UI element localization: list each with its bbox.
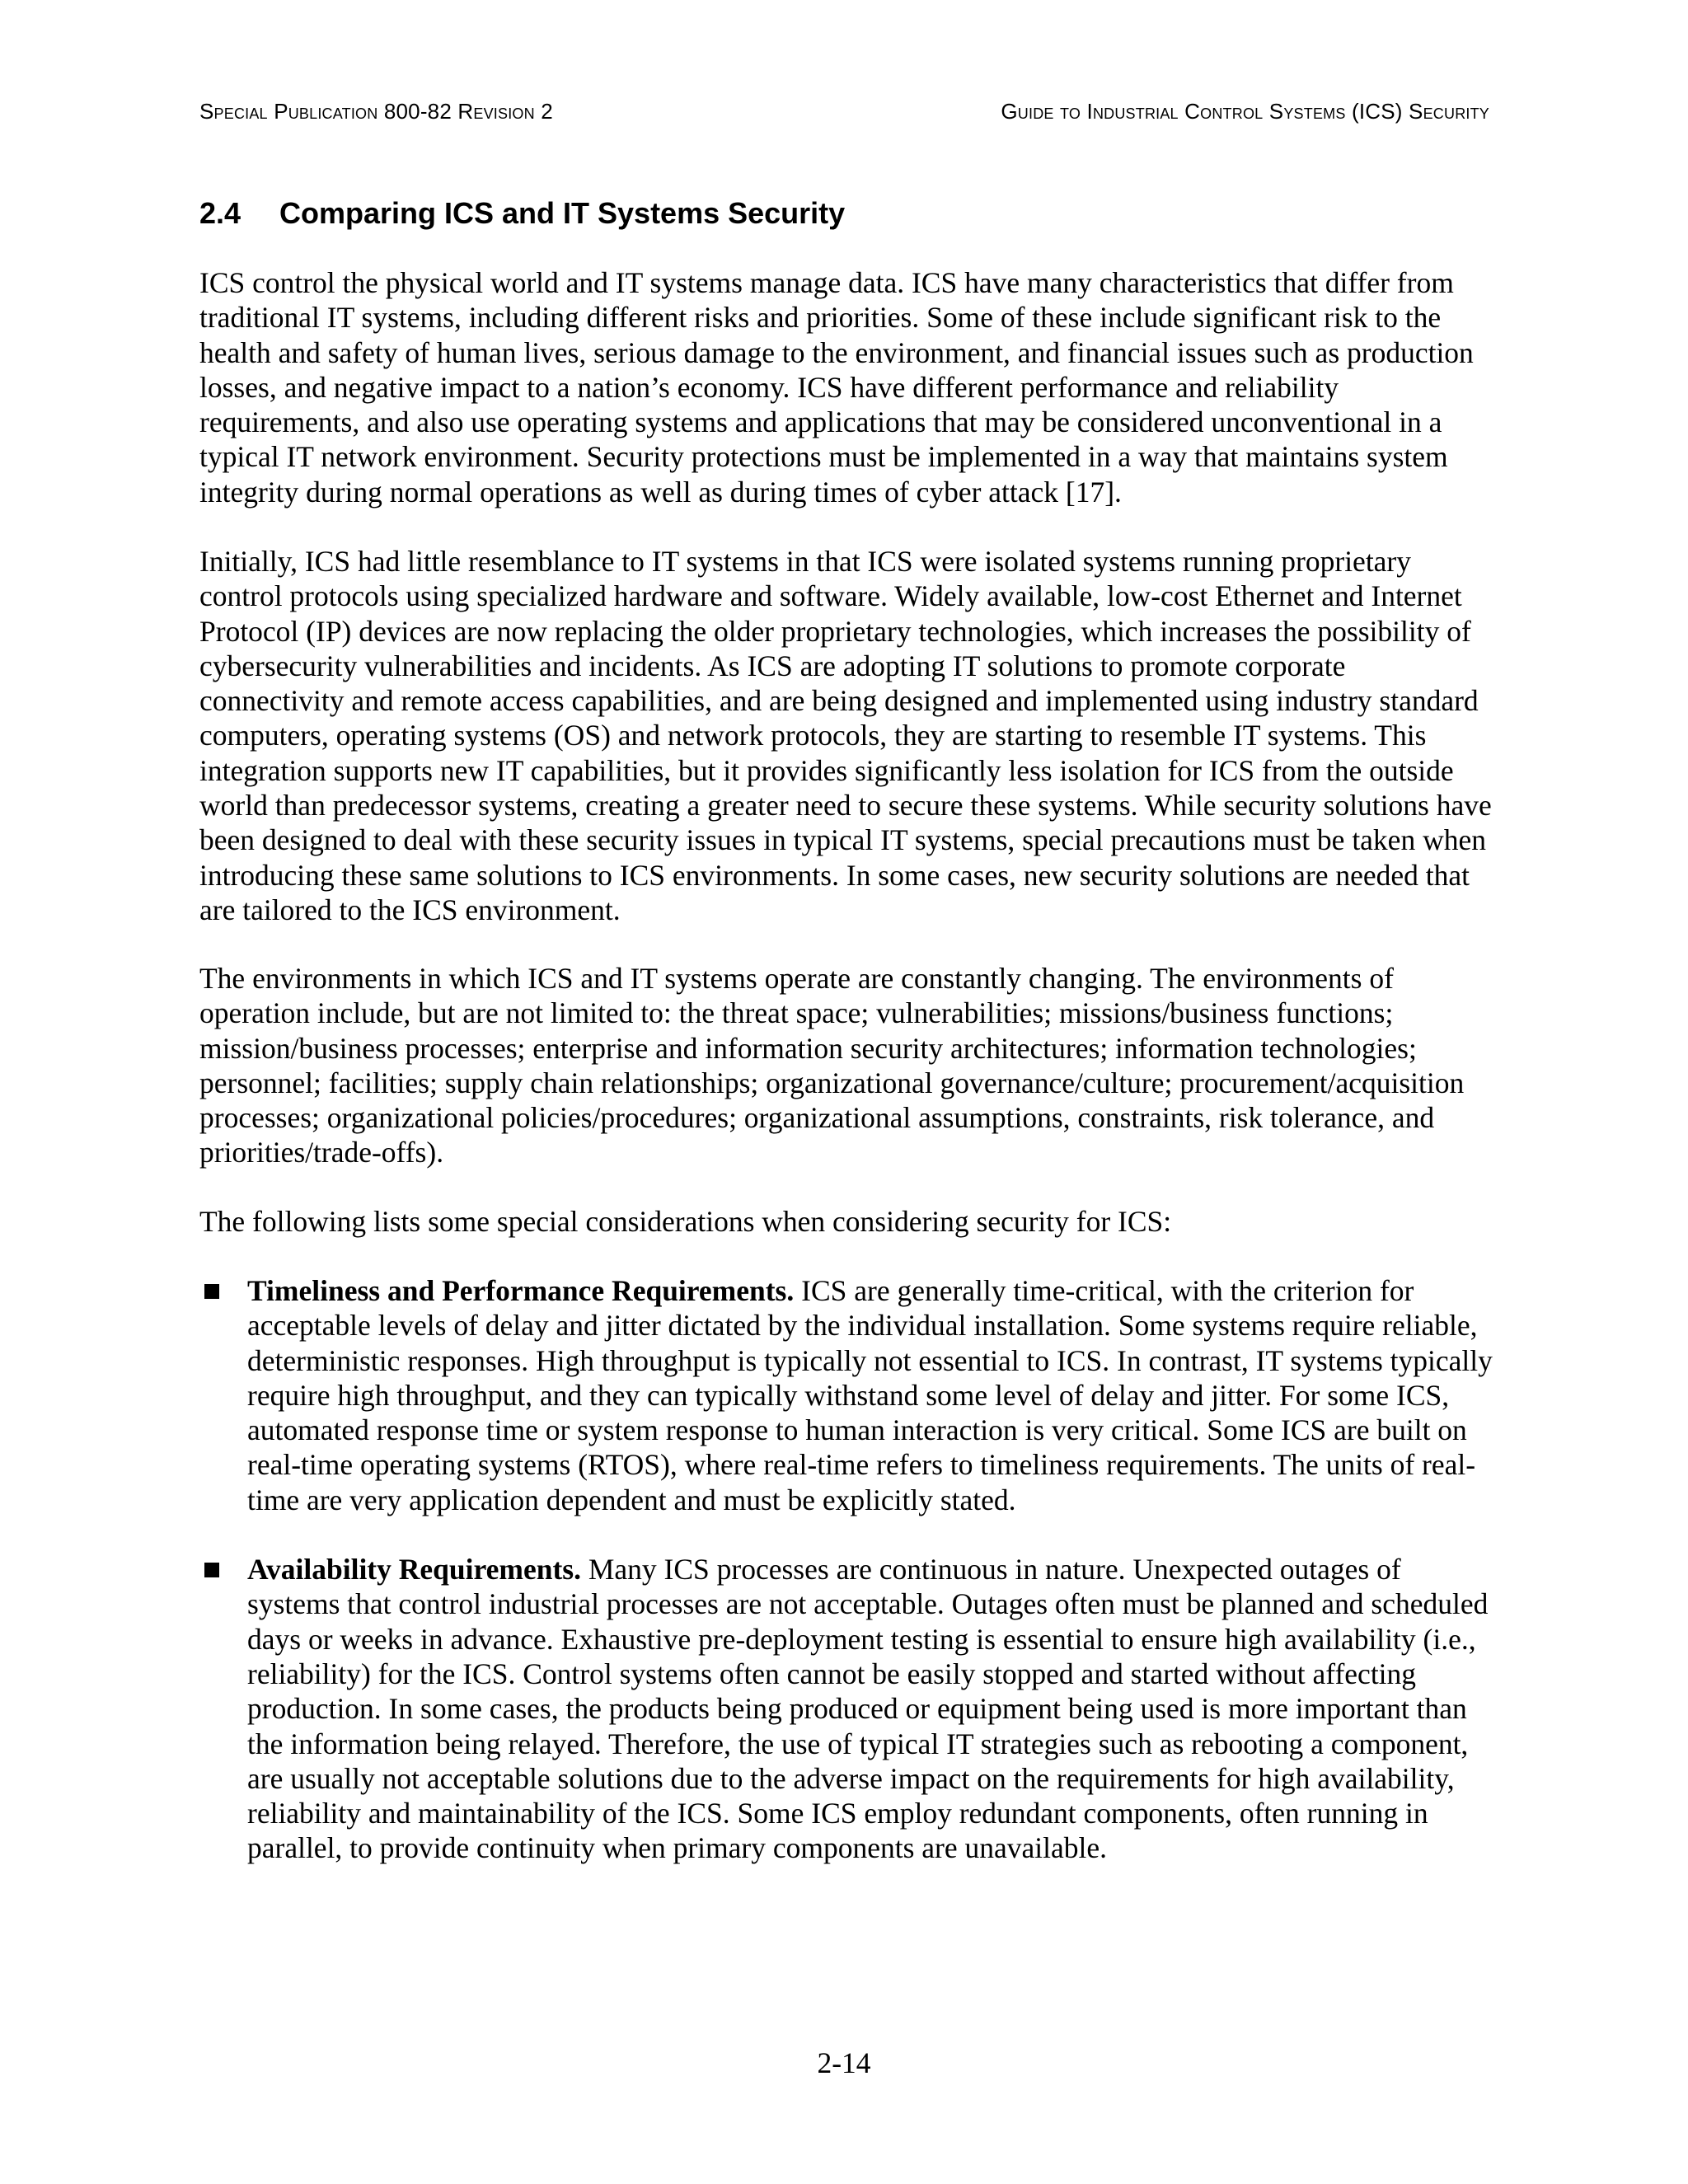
bullet-lead-timeliness: Timeliness and Performance Requirements. <box>247 1274 795 1307</box>
paragraph-ics-history: Initially, ICS had little resemblance to IT systems in that ICS were isolated systems running proprietary control protocols using specialized hardware and software. Widely available, low-cost Ethernet and Internet Protocol (IP) devices are now replacing the older proprietary technologies, which increases the possibility of cybersecurity vulnerabilities and incidents. As ICS are adopting IT solutions to promote corporate connectivity and remote access capabilities, and are being designed and implemented using industry standard computers, operating systems (OS) and network protocols, they are starting to resemble IT systems. This integration supports new IT capabilities, but it provides significantly less isolation for ICS from the outside world than predecessor systems, creating a greater need to secure these systems. While security solutions have been designed to deal with these security issues in typical IT systems, special precautions must be taken when introducing these same solutions to ICS environments. In some cases, new security solutions are needed that are tailored to the ICS environment. <box>199 545 1492 926</box>
paragraph-ics-vs-it-overview: ICS control the physical world and IT systems manage data. ICS have many characteristics that differ from traditional IT systems, including different risks and priorities. Some of these include significant risk to the health and safety of human lives, serious damage to the environment, and financial issues such as production losses, and negative impact to a nation’s economy. ICS have different performance and reliability requirements, and also use operating systems and applications that may be considered unconventional in a typical IT network environment. Security protections must be implemented in a way that maintains system integrity during normal operations as well as during times of cyber attack [17]. <box>199 266 1474 509</box>
page-number: 2-14 <box>817 2046 871 2079</box>
considerations-list <box>199 1273 1495 1900</box>
running-header <box>199 99 1489 132</box>
header-publication-id: Special Publication 800-82 Revision 2 <box>199 99 553 124</box>
bullet-text-availability: Many ICS processes are continuous in nature. Unexpected outages of systems that control industrial processes are not acceptable. Outages often must be planned and scheduled days or weeks in advance. Exhaustive pre-deployment testing is essential to ensure high availability (i.e., reliability) for the ICS. Control systems often cannot be easily stopped and started without affecting production. In some cases, the products being produced or equipment being used is more important than the information being relayed. Therefore, the use of typical IT strategies such as rebooting a component, are usually not acceptable solutions due to the adverse impact on the requirements for high availability, reliability and maintainability of the ICS. Some ICS employ redundant components, often running in parallel, to provide continuity when primary components are unavailable. <box>247 1553 1489 1865</box>
section-number: 2.4 <box>199 196 241 230</box>
square-bullet-icon <box>204 1284 219 1299</box>
paragraph-operating-environments: The environments in which ICS and IT systems operate are constantly changing. The environments of operation include, but are not limited to: the threat space; vulnerabilities; missions/business functions; mission/business processes; enterprise and information security architectures; information technologies; personnel; facilities; supply chain relationships; organizational governance/culture; procurement/acquisition processes; organizational policies/procedures; organizational assumptions, constraints, risk tolerance, and priorities/trade-offs). <box>199 962 1465 1169</box>
bullet-text-timeliness: ICS are generally time-critical, with the criterion for acceptable levels of delay and jitter dictated by the individual installation. Some systems require reliable, deterministic responses. High throughput is typically not essential to ICS. In contrast, IT systems typically require high throughput, and they can typically withstand some level of delay and jitter. For some ICS, automated response time or system response to human interaction is very critical. Some ICS are built on real-time operating systems (RTOS), where real-time refers to timeliness requirements. The units of real-time are very application dependent and must be explicitly stated. <box>247 1274 1493 1516</box>
bullet-lead-availability: Availability Requirements. <box>247 1553 581 1586</box>
section-title: Comparing ICS and IT Systems Security <box>279 196 846 230</box>
section-heading <box>199 196 845 231</box>
list-item-availability <box>199 1552 1495 1866</box>
square-bullet-icon <box>204 1563 219 1577</box>
list-item-timeliness <box>199 1273 1495 1517</box>
header-document-title: Guide to Industrial Control Systems (ICS) Security <box>1001 99 1489 124</box>
paragraph-list-intro: The following lists some special considerations when considering security for ICS: <box>199 1205 1172 1238</box>
